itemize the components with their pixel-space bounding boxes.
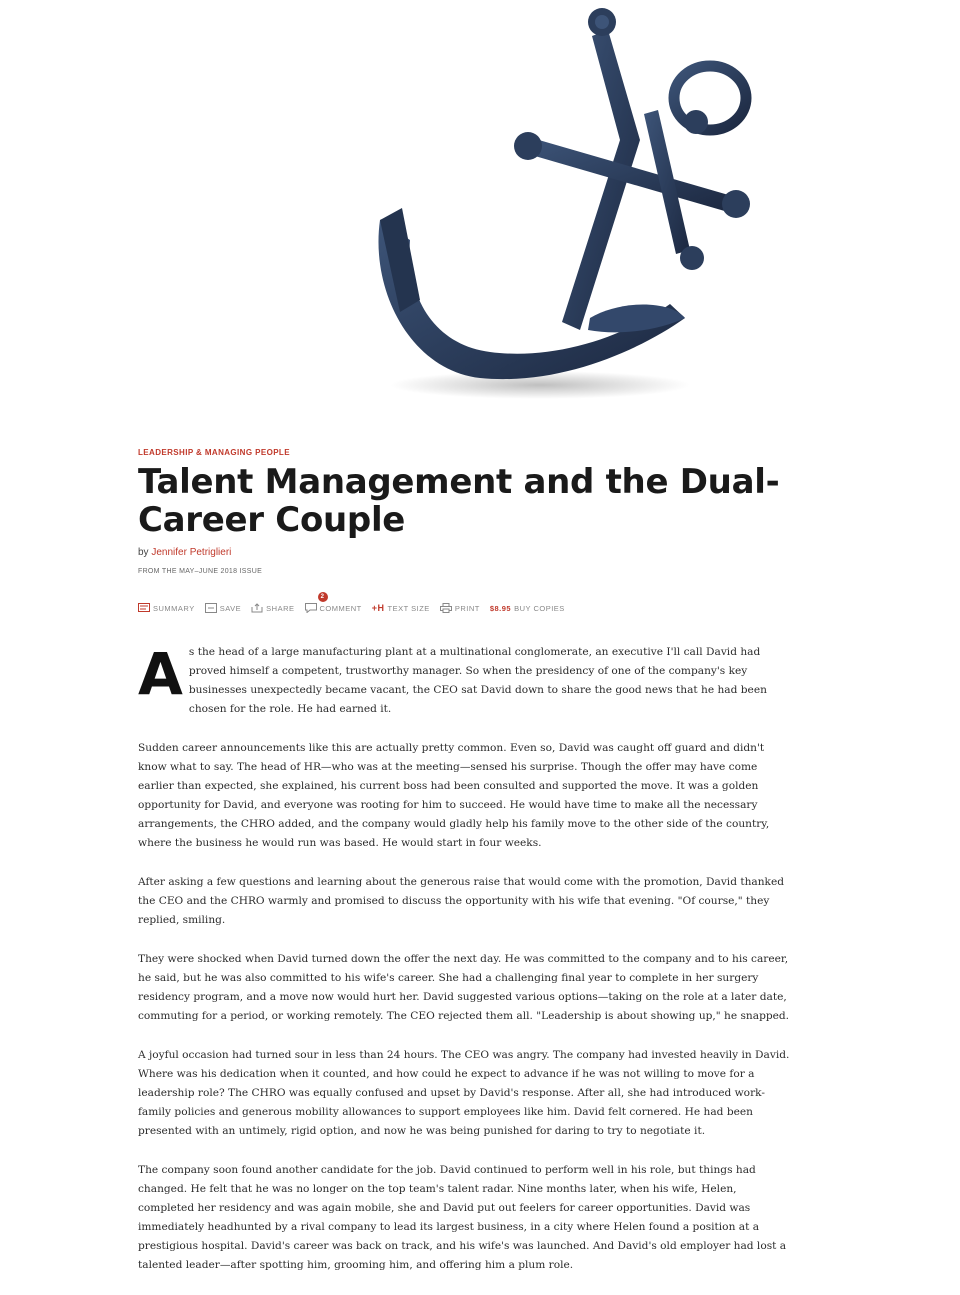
print-button[interactable] (440, 603, 480, 613)
share-icon (251, 603, 263, 613)
text-size-label: TEXT SIZE (387, 603, 430, 613)
comment-label: COMMENT (319, 603, 362, 613)
drop-cap: A (138, 640, 183, 708)
paragraph: The company soon found another candidate for the job. David continued to perform well in his role, but things had changed. He felt that he was no longer on the top team's talent radar. Nine months later, when his wife, Helen, completed her residency and was again mobile, she and David put out feelers for career opportunities. David was immediately headhunted by a rival company to lead its largest business, in a city where Helen found a position at a prestigious hospital. David's career was back on track, and his wife's was launched. And David's old employer had lost a talented leader—after spotting him, grooming him, and offering him a plum role. (138, 1164, 787, 1271)
page-title: Talent Management and the Dual-Career Couple (138, 462, 780, 540)
hero-image (340, 0, 760, 420)
issue-label: FROM THE MAY–JUNE 2018 ISSUE (138, 568, 263, 575)
summary-button[interactable] (138, 603, 195, 613)
comment-count-badge: 2 (318, 592, 328, 602)
byline-prefix: by (138, 547, 149, 558)
buy-copies-label: BUY COPIES (514, 603, 565, 613)
author-link[interactable]: Jennifer Petriglieri (151, 547, 232, 558)
article (138, 448, 792, 1295)
paragraph-text: s the head of a large manufacturing plant at a multinational conglomerate, an executive I'll call David had proved himself a competent, trustworthy manager. So when the presidency of one of the company's key businesses unexpectedly became vacant, the CEO sat David down to share the good news that he had been chosen for the role. He had earned it. (188, 646, 767, 715)
article-toolbar (138, 594, 792, 613)
article-body (138, 640, 792, 1275)
anchor-icon (340, 0, 760, 420)
paragraph (138, 640, 792, 719)
save-icon (205, 603, 217, 613)
summary-label: SUMMARY (153, 603, 195, 613)
comment-button[interactable] (305, 594, 362, 613)
save-button[interactable] (205, 603, 241, 613)
byline (138, 547, 792, 558)
paragraph: They were shocked when David turned down the offer the next day. He was committed to the company and to his career, he said, but he was also committed to his wife's career. She had a challenging final year to complete in her surgery residency program, and a move now would hurt her. David suggested various options—taking on the role at a later date, commuting for a period, or working remotely. The CEO rejected them all. "Leadership is about showing up," he snapped. (138, 953, 790, 1022)
paragraph: Sudden career announcements like this are actually pretty common. Even so, David was caught off guard and didn't know what to say. The head of HR—who was at the meeting—sensed his surprise. Though the offer may have come earlier than expected, she explained, his current boss had been consulted and supported the move. It was a golden opportunity for David, and everyone was rooting for him to succeed. He would have time to make all the necessary arrangements, the CHRO added, and the company would gladly help his family move to the other side of the country, where the business he would run was based. He would start in four weeks. (138, 742, 770, 849)
buy-copies-button[interactable] (490, 604, 565, 613)
share-label: SHARE (266, 603, 295, 613)
topic-link[interactable]: LEADERSHIP & MANAGING PEOPLE (138, 448, 290, 457)
text-size-button[interactable] (372, 603, 430, 613)
paragraph: A joyful occasion had turned sour in less than 24 hours. The CEO was angry. The company had invested heavily in David. Where was his dedication when it counted, and how could he expect to advance if he was not willing to move for a leadership role? The CHRO was equally confused and upset by David's response. After all, she had introduced work-family policies and generous mobility allowances to support employees like him. David felt cornered. He had been presented with an untimely, rigid option, and now he was being punished for daring to try to negotiate it. (138, 1049, 790, 1137)
save-label: SAVE (219, 603, 242, 613)
print-icon (440, 603, 452, 613)
price-label: $8.95 (489, 603, 512, 613)
text-size-icon: +H (371, 603, 385, 613)
share-button[interactable] (251, 603, 294, 613)
comment-icon (305, 603, 317, 613)
summary-icon (138, 603, 150, 613)
paragraph: After asking a few questions and learning about the generous raise that would come with the promotion, David thanked the CEO and the CHRO warmly and promised to discuss the opportunity with his wife that evening. "Of course," they replied, smiling. (138, 876, 785, 926)
print-label: PRINT (454, 603, 480, 613)
